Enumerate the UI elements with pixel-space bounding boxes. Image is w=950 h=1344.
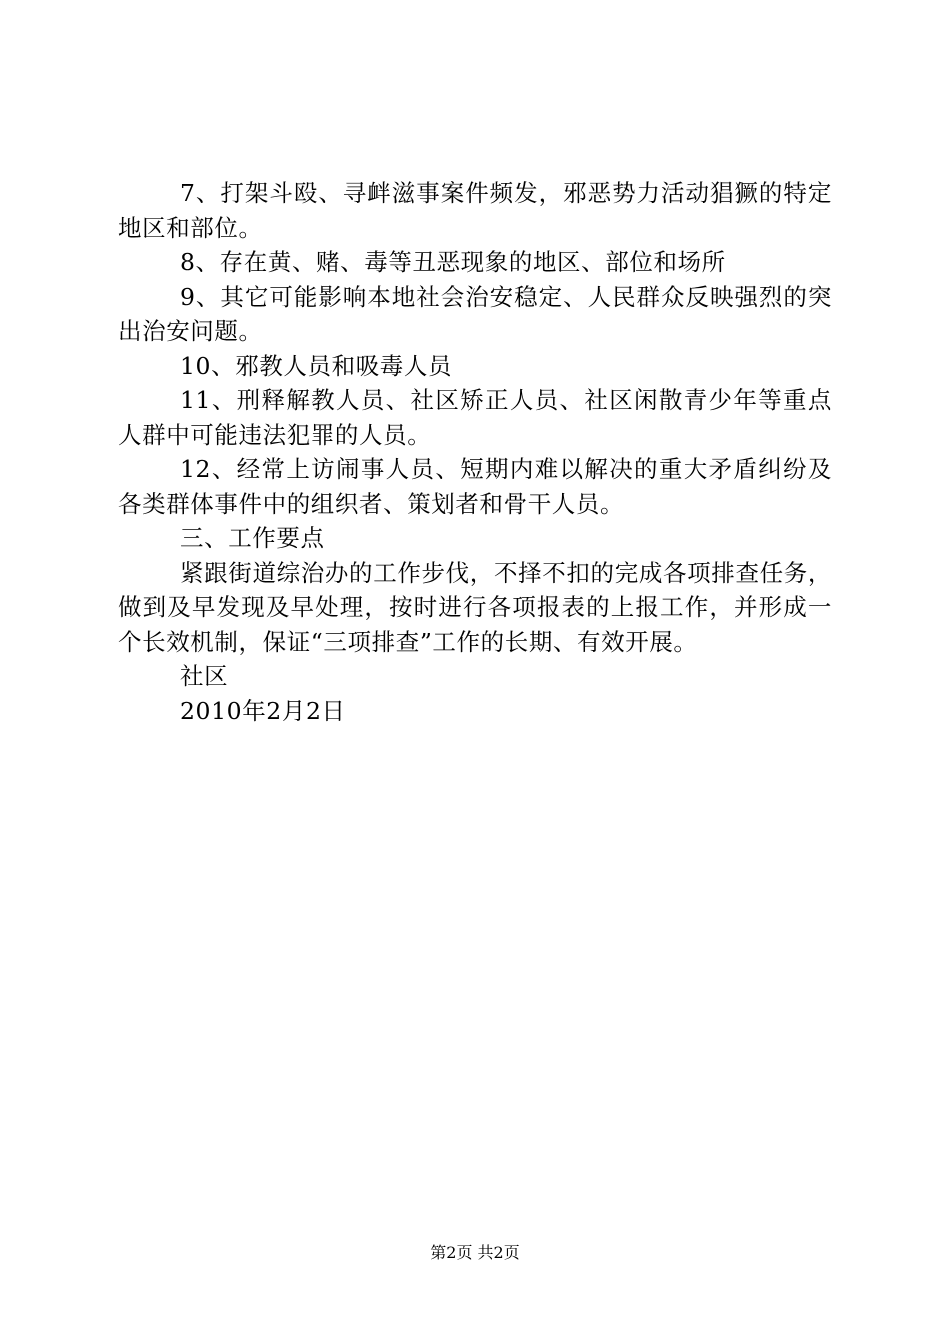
paragraph-item-9: 9、其它可能影响本地社会治安稳定、人民群众反映强烈的突出治安问题。 [118,282,832,345]
signature-community: 社区 [180,662,229,690]
page-number-footer: 第2页 共2页 [430,1243,520,1262]
paragraph-work-points: 紧跟街道综治办的工作步伐，不择不扣的完成各项排查任务，做到及早发现及早处理，按时进行各项报表的上报工作，并形成一个长效机制，保证“三项排查”工作的长期、有效开展。 [118,558,832,656]
paragraph-item-8: 8、存在黄、赌、毒等丑恶现象的地区、部位和场所 [180,248,726,276]
signature-date: 2010年2月2日 [180,696,346,725]
paragraph-item-7: 7、打架斗殴、寻衅滋事案件频发，邪恶势力活动猖獗的特定地区和部位。 [118,179,832,242]
document-body [118,176,832,728]
paragraph-item-11: 11、刑释解教人员、社区矫正人员、社区闲散青少年等重点人群中可能违法犯罪的人员。 [118,386,832,449]
paragraph-item-12: 12、经常上访闹事人员、短期内难以解决的重大矛盾纠纷及各类群体事件中的组织者、策划者和骨干人员。 [118,455,832,518]
section-heading-work-points: 三、工作要点 [180,524,325,552]
paragraph-item-10: 10、邪教人员和吸毒人员 [180,351,453,380]
